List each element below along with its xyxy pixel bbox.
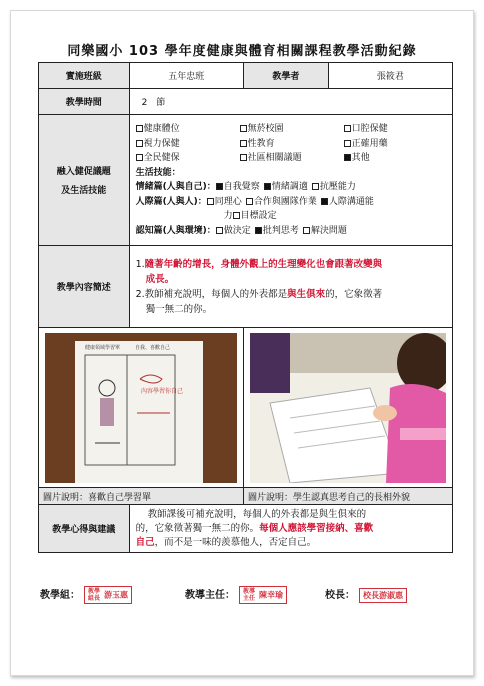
cognition-label: 認知篇(人與環境)： bbox=[135, 225, 216, 236]
page-title: 同樂國小 103 學年度健康與體育相關課程教學活動紀錄 bbox=[67, 44, 417, 59]
director-label: 教導主任： bbox=[185, 590, 235, 601]
worksheet-handwriting: 內容學習你自己 bbox=[141, 387, 184, 395]
checkbox[interactable] bbox=[344, 140, 351, 147]
teacher-label: 教學者 bbox=[244, 63, 329, 89]
option-empathy[interactable]: 同理心 bbox=[207, 195, 242, 210]
reflection-row bbox=[39, 505, 453, 553]
option-smoke-free[interactable]: 無菸校園 bbox=[240, 122, 340, 137]
topics-label bbox=[39, 115, 130, 246]
checkbox[interactable] bbox=[240, 125, 247, 132]
relation-label: 人際篇(人與人)： bbox=[135, 196, 207, 207]
checkbox[interactable] bbox=[344, 125, 351, 132]
option-teamwork[interactable]: 合作與團隊作業 bbox=[246, 195, 317, 210]
checkbox[interactable] bbox=[136, 154, 143, 161]
time-value: 2 節 bbox=[129, 89, 452, 115]
content-row bbox=[39, 246, 453, 328]
activity-record-table bbox=[38, 62, 453, 553]
reflection-line2: 的，它象徵著獨一無二的你。每個人應該學習接納、喜歡 bbox=[135, 522, 374, 534]
checkbox[interactable] bbox=[207, 198, 214, 205]
emotion-label: 情緒篇(人與自己)： bbox=[135, 182, 216, 192]
content-item2-line2: 獨一無二的你。 bbox=[145, 303, 213, 315]
caption-row bbox=[39, 488, 453, 505]
director-stamp: 教導主任 陳幸瑜 bbox=[239, 586, 287, 604]
checkbox[interactable] bbox=[136, 125, 143, 132]
academic-stamp: 教學組長 游玉惠 bbox=[84, 586, 132, 604]
checkbox-checked[interactable] bbox=[255, 227, 262, 234]
reflection-label: 教學心得與建議 bbox=[39, 505, 130, 553]
content-label: 教學內容簡述 bbox=[39, 246, 130, 328]
topic-options-line3 bbox=[136, 151, 446, 166]
checkbox-checked[interactable] bbox=[321, 198, 328, 205]
option-problem-solving[interactable]: 解決問題 bbox=[303, 224, 347, 239]
principal-signature bbox=[325, 586, 407, 603]
content-item1-line2: 成長。 bbox=[145, 273, 175, 285]
class-label: 實施班級 bbox=[39, 63, 130, 89]
checkbox-checked[interactable] bbox=[264, 183, 271, 190]
time-row bbox=[39, 89, 453, 115]
principal-label: 校長： bbox=[325, 590, 355, 601]
option-sex-education[interactable]: 性教育 bbox=[240, 137, 340, 152]
option-decision[interactable]: 做決定 bbox=[216, 224, 251, 239]
option-vision[interactable]: 視力保健 bbox=[136, 137, 236, 152]
relation-line bbox=[136, 195, 446, 210]
checkbox[interactable] bbox=[303, 227, 310, 234]
checkbox[interactable] bbox=[240, 154, 247, 161]
right-photo-cell bbox=[244, 328, 453, 488]
checkbox[interactable] bbox=[240, 140, 247, 147]
cognition-line bbox=[136, 224, 446, 239]
topic-options-line2 bbox=[136, 137, 446, 152]
worksheet-photo bbox=[45, 333, 237, 483]
option-healthy-weight[interactable]: 健康體位 bbox=[136, 122, 236, 137]
option-other[interactable]: 其他 bbox=[344, 151, 370, 166]
photos-row bbox=[39, 328, 453, 488]
relation-line2: 力 目標設定 bbox=[136, 209, 446, 224]
checkbox-checked[interactable] bbox=[216, 183, 223, 190]
option-self-awareness[interactable]: 自我覺察 bbox=[216, 180, 260, 195]
option-oral-health[interactable]: 口腔保健 bbox=[344, 122, 388, 137]
option-stress-resistance[interactable]: 抗壓能力 bbox=[312, 180, 356, 195]
right-photo-caption: 圖片說明：學生認真思考自己的長相外貌 bbox=[244, 488, 453, 505]
time-label: 教學時間 bbox=[39, 89, 130, 115]
topics-label-line2: 及生活技能 bbox=[61, 186, 107, 196]
checkbox[interactable] bbox=[312, 183, 319, 190]
content-item1: 1.隨著年齡的增長，身體外觀上的生理變化也會跟著改變與 bbox=[135, 258, 383, 270]
checkbox[interactable] bbox=[246, 198, 253, 205]
option-communication[interactable]: 人際溝通能 bbox=[321, 195, 374, 210]
class-row bbox=[39, 63, 453, 89]
teacher-value: 張筱君 bbox=[328, 63, 452, 89]
topics-content bbox=[129, 115, 452, 246]
reflection-line3: 自己，而不是一味的羨慕他人，否定自己。 bbox=[135, 536, 317, 548]
topics-row bbox=[39, 115, 453, 246]
option-health-insurance[interactable]: 全民健保 bbox=[136, 151, 236, 166]
checkbox[interactable] bbox=[233, 212, 240, 219]
checkbox[interactable] bbox=[136, 140, 143, 147]
student-photo-image bbox=[250, 333, 446, 483]
topics-label-line1: 融入健促議題 bbox=[56, 167, 111, 177]
worksheet-header: 健康領域學習單 自我、喜歡自己 bbox=[85, 344, 171, 351]
option-medication[interactable]: 正確用藥 bbox=[344, 137, 388, 152]
option-goal-setting[interactable]: 目標設定 bbox=[233, 209, 277, 224]
checkbox-checked[interactable] bbox=[344, 154, 351, 161]
left-photo-caption: 圖片說明：喜歡自己學習單 bbox=[39, 488, 244, 505]
option-emotion-regulation[interactable]: 情緒調適 bbox=[264, 180, 308, 195]
student-photo bbox=[250, 333, 446, 483]
option-critical-thinking[interactable]: 批判思考 bbox=[255, 224, 299, 239]
life-skills-label: 生活技能： bbox=[135, 167, 181, 178]
left-photo-cell bbox=[39, 328, 244, 488]
reflection-text bbox=[129, 505, 452, 553]
content-text bbox=[129, 246, 452, 328]
academic-signature bbox=[40, 586, 132, 604]
reflection-line1: 教師課後可補充說明，每個人的外表都是與生俱來的 bbox=[147, 508, 367, 520]
class-value: 五年忠班 bbox=[129, 63, 243, 89]
emotion-line bbox=[136, 180, 446, 195]
topic-options-line1 bbox=[136, 122, 446, 137]
content-item2: 2.教師補充說明，每個人的外表都是與生俱來的，它象徵著 bbox=[135, 288, 383, 300]
principal-stamp: 校長游淑惠 bbox=[359, 588, 407, 603]
checkbox[interactable] bbox=[216, 227, 223, 234]
academic-label: 教學組： bbox=[40, 590, 80, 601]
option-community[interactable]: 社區相關議題 bbox=[240, 151, 340, 166]
director-signature bbox=[185, 586, 287, 604]
worksheet-photo-image bbox=[45, 333, 237, 483]
